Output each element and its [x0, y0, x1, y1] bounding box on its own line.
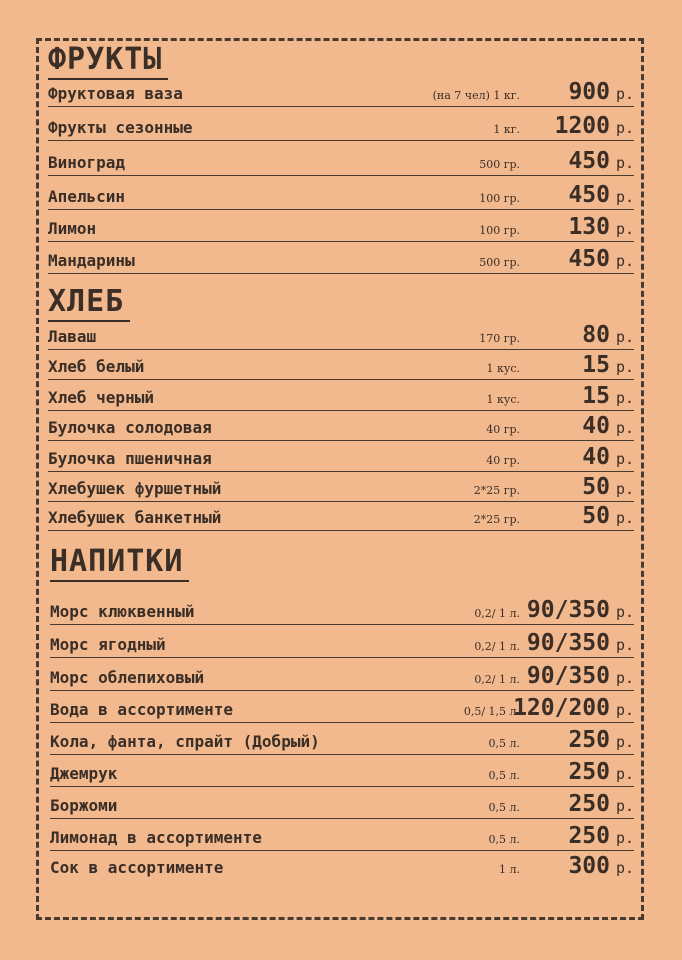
- item-qty: 2*25 гр.: [473, 484, 520, 497]
- item-qty: 1 кус.: [486, 393, 520, 406]
- item-qty: 100 гр.: [479, 192, 520, 205]
- item-price: 900: [568, 79, 610, 105]
- item-price: 50: [582, 474, 610, 500]
- menu-row: [48, 502, 634, 531]
- item-currency: р.: [615, 450, 634, 468]
- item-name: Фрукты сезонные: [48, 118, 193, 137]
- item-qty: 0,2/ 1 л.: [474, 607, 520, 620]
- item-price: 450: [568, 148, 610, 174]
- item-name: Морс клюквенный: [50, 602, 195, 621]
- menu-row: [50, 596, 634, 625]
- item-qty: 40 гр.: [486, 423, 520, 436]
- section-title-drinks: НАПИТКИ: [50, 544, 189, 582]
- item-price: 90/350: [526, 630, 610, 656]
- item-qty: 1 л.: [499, 863, 520, 876]
- item-price: 15: [582, 383, 610, 409]
- menu-row: [48, 351, 634, 380]
- item-currency: р.: [615, 154, 634, 172]
- item-currency: р.: [615, 636, 634, 654]
- item-name: Джемрук: [50, 764, 118, 783]
- item-price: 120/200: [513, 695, 610, 721]
- item-price: 15: [582, 352, 610, 378]
- menu-row: [48, 473, 634, 502]
- item-currency: р.: [615, 419, 634, 437]
- menu-row: [48, 245, 634, 274]
- item-name: Морс облепиховый: [50, 668, 205, 687]
- item-name: Хлеб белый: [48, 357, 145, 376]
- item-price: 50: [582, 503, 610, 529]
- item-name: Хлебушек банкетный: [48, 508, 222, 527]
- item-price: 1200: [554, 113, 610, 139]
- item-name: Сок в ассортименте: [50, 858, 224, 877]
- item-name: Лимонад в ассортименте: [50, 828, 262, 847]
- item-price: 300: [568, 853, 610, 879]
- item-name: Морс ягодный: [50, 635, 166, 654]
- item-price: 250: [568, 823, 610, 849]
- item-qty: 0,5 л.: [488, 769, 520, 782]
- item-currency: р.: [615, 85, 634, 103]
- item-price: 250: [568, 759, 610, 785]
- item-currency: р.: [615, 389, 634, 407]
- item-qty: 0,5 л.: [488, 801, 520, 814]
- item-name: Боржоми: [50, 796, 118, 815]
- menu-row: [50, 822, 634, 851]
- menu-row: [48, 78, 634, 107]
- section-title-bread: ХЛЕБ: [48, 284, 130, 322]
- item-name: Вода в ассортименте: [50, 700, 234, 719]
- menu-row: [50, 694, 634, 723]
- item-currency: р.: [615, 765, 634, 783]
- item-currency: р.: [615, 669, 634, 687]
- menu-row: [50, 758, 634, 787]
- item-name: Булочка пшеничная: [48, 449, 212, 468]
- item-qty: 2*25 гр.: [473, 513, 520, 526]
- item-price: 130: [568, 214, 610, 240]
- item-currency: р.: [615, 188, 634, 206]
- item-currency: р.: [615, 797, 634, 815]
- item-qty: 1 кус.: [486, 362, 520, 375]
- item-name: Виноград: [48, 153, 126, 172]
- item-qty: 170 гр.: [479, 332, 520, 345]
- menu-row: [50, 629, 634, 658]
- item-price: 40: [582, 444, 610, 470]
- section-title-fruits: ФРУКТЫ: [48, 42, 168, 80]
- item-price: 80: [582, 322, 610, 348]
- item-name: Хлебушек фуршетный: [48, 479, 222, 498]
- item-currency: р.: [615, 509, 634, 527]
- menu-row: [48, 181, 634, 210]
- item-currency: р.: [615, 701, 634, 719]
- item-name: Лаваш: [48, 327, 97, 346]
- item-qty: 500 гр.: [479, 256, 520, 269]
- item-name: Хлеб черный: [48, 388, 154, 407]
- item-price: 250: [568, 791, 610, 817]
- item-qty: 500 гр.: [479, 158, 520, 171]
- item-qty: (на 7 чел) 1 кг.: [432, 89, 520, 102]
- item-price: 450: [568, 182, 610, 208]
- item-name: Булочка солодовая: [48, 418, 212, 437]
- item-price: 40: [582, 413, 610, 439]
- item-price: 90/350: [526, 597, 610, 623]
- item-currency: р.: [615, 733, 634, 751]
- item-name: Фруктовая ваза: [48, 84, 183, 103]
- item-qty: 0,5 л.: [488, 737, 520, 750]
- menu-row: [48, 112, 634, 141]
- item-qty: 40 гр.: [486, 454, 520, 467]
- item-qty: 0,2/ 1 л.: [474, 640, 520, 653]
- menu-row: [48, 321, 634, 350]
- item-currency: р.: [615, 829, 634, 847]
- item-currency: р.: [615, 220, 634, 238]
- item-currency: р.: [615, 252, 634, 270]
- item-qty: 1 кг.: [493, 123, 520, 136]
- menu-row: [50, 790, 634, 819]
- item-currency: р.: [615, 859, 634, 877]
- menu-row: [48, 213, 634, 242]
- item-currency: р.: [615, 328, 634, 346]
- item-name: Апельсин: [48, 187, 126, 206]
- item-name: Кола, фанта, спрайт (Добрый): [50, 732, 320, 751]
- item-currency: р.: [615, 358, 634, 376]
- item-price: 90/350: [526, 663, 610, 689]
- item-currency: р.: [615, 603, 634, 621]
- item-qty: 100 гр.: [479, 224, 520, 237]
- menu-row: [50, 852, 634, 880]
- menu-row: [50, 726, 634, 755]
- item-name: Мандарины: [48, 251, 135, 270]
- menu-row: [48, 412, 634, 441]
- menu-row: [48, 443, 634, 472]
- item-price: 450: [568, 246, 610, 272]
- item-currency: р.: [615, 119, 634, 137]
- item-currency: р.: [615, 480, 634, 498]
- item-name: Лимон: [48, 219, 97, 238]
- item-price: 250: [568, 727, 610, 753]
- item-qty: 0,5/ 1,5 л.: [463, 705, 520, 718]
- item-qty: 0,5 л.: [488, 833, 520, 846]
- menu-row: [50, 662, 634, 691]
- menu-row: [48, 147, 634, 176]
- menu-row: [48, 382, 634, 411]
- item-qty: 0,2/ 1 л.: [474, 673, 520, 686]
